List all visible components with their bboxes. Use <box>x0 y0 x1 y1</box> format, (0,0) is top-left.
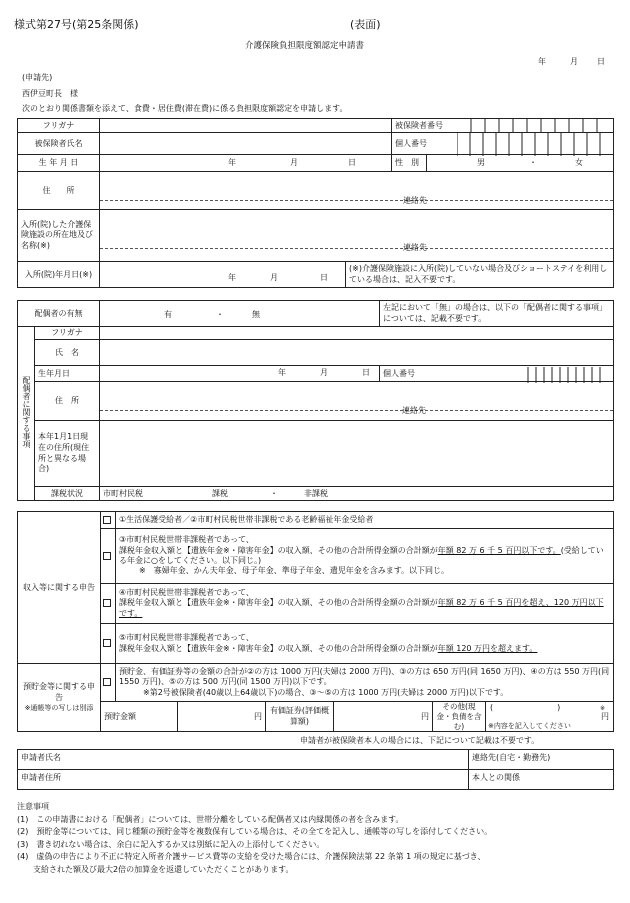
insured-number-label: 被保険者番号 <box>392 119 614 133</box>
date-day: 日 <box>597 57 605 66</box>
furigana-label: フリガナ <box>18 119 100 133</box>
form-side: (表面) <box>350 18 381 31</box>
spouse-tax-label: 課税状況 <box>35 487 100 501</box>
deposit-label: 預貯金額 <box>101 702 178 732</box>
other-paren: ( ) <box>490 703 561 712</box>
spouse-birth-month: 月 <box>320 368 328 377</box>
requester-relation-label: 本人との関係 <box>472 773 520 782</box>
spouse-has-label: 配偶者の有無 <box>18 301 100 327</box>
note-1: (1) この申請書における「配偶者」については、世帯分離をしている配偶者又は内縁関係の者を含みます。 <box>17 814 404 824</box>
birth-month: 月 <box>290 158 298 167</box>
requester-note: 申請者が被保険者本人の場合には、下記について記載は不要です。 <box>300 736 540 745</box>
spouse-taxed: 課税 <box>212 489 228 498</box>
spouse-birth-field[interactable] <box>100 366 380 382</box>
personal-number-label: 個人番号 <box>392 133 614 155</box>
date-month: 月 <box>570 57 578 66</box>
income-opt1-check[interactable] <box>101 512 116 529</box>
securities-field[interactable] <box>334 702 433 732</box>
savings-label: 預貯金等に関する申告 ※通帳等の写しは別添 <box>18 664 101 732</box>
date-year: 年 <box>538 57 546 66</box>
income-opt4: ④市町村民税世帯非課税者であって、 課税年金収入額と【遺族年金※・障害年金】の収入額、その他の合計所得金額の合計額が年額 82 万 6 千 5 百円を超え、120 万円以下です。 <box>116 584 614 624</box>
addressee-label: (申請先) <box>22 73 53 82</box>
spouse-number-boxes[interactable] <box>520 367 613 383</box>
admission-note: (※)介護保険施設に入所(院)していない場合及びショートステイを利用している場合は、記入不要です。 <box>346 262 614 288</box>
spouse-jan-field[interactable] <box>100 421 614 487</box>
birth-day: 日 <box>348 158 356 167</box>
facility-field[interactable] <box>100 210 614 262</box>
number-boxes[interactable] <box>457 119 613 156</box>
addressee-name: 西伊豆町長 様 <box>22 89 78 98</box>
spouse-tax-field[interactable] <box>100 487 614 501</box>
requester-contact-field[interactable] <box>469 750 614 770</box>
spouse-dot: ・ <box>216 310 224 319</box>
other-yen: 円 <box>601 712 609 721</box>
note-4b: 支給された額及び最大2倍の加算金を返還していただくことがあります。 <box>33 864 294 874</box>
requester-address-field[interactable] <box>18 770 469 790</box>
requester-relation-field[interactable] <box>469 770 614 790</box>
sex-dot: ・ <box>529 158 537 167</box>
spouse-untaxed: 非課税 <box>304 489 328 498</box>
spouse-furigana-label: フリガナ <box>35 327 100 340</box>
spouse-jan-label: 本年1月1日現在の住所(現住所と異なる場合) <box>35 421 100 487</box>
checkbox-icon <box>103 678 111 686</box>
spouse-no: 無 <box>252 310 260 319</box>
spouse-name-field[interactable] <box>100 340 614 366</box>
furigana-field[interactable] <box>100 119 392 133</box>
spouse-has-note: 左記において「無」の場合は、以下の「配偶者に関する事項」については、記載不要です。 <box>380 301 614 327</box>
notes <box>17 801 623 877</box>
savings-check[interactable] <box>101 664 116 702</box>
insured-name-label: 被保険者氏名 <box>18 133 100 155</box>
address-contact: 連絡先 <box>403 196 427 205</box>
spouse-has-field[interactable] <box>100 301 380 327</box>
admission-day: 日 <box>320 273 328 282</box>
checkbox-icon <box>103 639 111 647</box>
insured-name-field[interactable] <box>100 133 392 155</box>
spouse-yes: 有 <box>164 310 172 319</box>
income-opt4-check[interactable] <box>101 584 116 624</box>
other-note: ※内容を記入してください <box>488 722 571 730</box>
admission-month: 月 <box>270 273 278 282</box>
sex-female: 女 <box>575 158 583 167</box>
note-4a: (4) 虚偽の申告により不正に特定入所者介護サービス費等の支給を受けた場合には、介護保険法第 22 条第 1 項の規定に基づき、 <box>17 852 486 862</box>
birth-year: 年 <box>228 158 236 167</box>
admission-year: 年 <box>228 273 236 282</box>
requester-address-label: 申請者住所 <box>21 773 61 782</box>
requester-name-field[interactable] <box>18 750 469 770</box>
income-opt5-check[interactable] <box>101 624 116 664</box>
spouse-personal-no-label: 個人番号 <box>383 368 415 378</box>
spouse-address-label: 住 所 <box>35 382 100 421</box>
form-number: 様式第27号(第25条関係) <box>14 18 139 31</box>
deposit-yen: 円 <box>254 711 262 721</box>
intro-text: 次のとおり関係書類を添えて、食費・居住費(滞在費)に係る負担限度額認定を申請します。 <box>22 104 348 113</box>
securities-yen: 円 <box>421 711 429 721</box>
requester-name-label: 申請者氏名 <box>21 753 61 762</box>
number-box-grid <box>457 119 613 156</box>
requester-table <box>17 749 614 790</box>
spouse-number-grid <box>520 367 613 383</box>
spouse-tax-city: 市町村民税 <box>103 489 143 498</box>
note-3: (3) 書き切れない場合は、余白に記入するか又は別紙に記入の上添付してください。 <box>17 839 325 849</box>
sex-male: 男 <box>477 158 485 167</box>
securities-label: 有価証券(評価概算額) <box>266 702 334 732</box>
facility-contact: 連絡先 <box>403 243 427 252</box>
spouse-birth-year: 年 <box>278 368 286 377</box>
spouse-address-field[interactable] <box>100 382 614 421</box>
spouse-address-contact: 連絡先 <box>402 406 426 415</box>
facility-label: 入所(院)した介護保険施設の所在地及び名称(※) <box>18 210 100 262</box>
birth-label: 生 年 月 日 <box>18 155 100 172</box>
address-field[interactable] <box>100 172 614 210</box>
spouse-birth-label: 生年月日 <box>35 366 100 382</box>
page-title: 介護保険負担限度額認定申請書 <box>245 41 365 51</box>
spouse-birth-day: 日 <box>362 368 370 377</box>
sex-field[interactable] <box>427 155 614 172</box>
income-opt1: ①生活保護受給者／②市町村民税世帯非課税である老齢福祉年金受給者 <box>116 512 614 529</box>
income-opt3-check[interactable] <box>101 529 116 584</box>
spouse-table <box>17 300 614 501</box>
birth-field[interactable] <box>100 155 392 172</box>
other-field[interactable] <box>486 702 614 732</box>
income-opt5: ⑤市町村民税世帯非課税者であって、 課税年金収入額と【遺族年金※・障害年金】の収入額、その他の合計所得金額の合計額が年額 120 万円を超えます。 <box>116 624 614 664</box>
spouse-section-label: 配偶者に関する事項 <box>18 327 35 501</box>
other-label: その他(現金・負債を含む) <box>433 702 486 732</box>
savings-text: 預貯金、有価証券等の金額の合計が②の方は 1000 万円(夫婦は 2000 万円)、③の方は 650 万円(同 1650 万円)、④の方は 550 万円(同 1550 万円)、⑤の方は 500 万円(同 1500 万円)以下です。 ※第2号被保険者(40歳以上64歳以下)の場合、③～⑤の方は 1000 万円(夫婦は 2000 万円)以下です。 <box>116 664 614 702</box>
checkbox-icon <box>103 552 111 560</box>
admission-label: 入所(院)年月日(※) <box>18 262 100 288</box>
notes-title: 注意事項 <box>17 802 49 811</box>
spouse-tax-dot: ・ <box>270 489 278 498</box>
note-2: (2) 預貯金等については、同じ種類の預貯金等を複数保有している場合は、その全てを記入し、通帳等の写しを添付してください。 <box>17 827 493 837</box>
savings-sub: ※通帳等の写しは別添 <box>24 703 94 712</box>
address-label: 住 所 <box>18 172 100 210</box>
income-label: 収入等に関する申告 <box>18 512 101 664</box>
sex-label: 性 別 <box>392 155 427 172</box>
income-table <box>17 511 614 732</box>
spouse-name-label: 氏 名 <box>35 340 100 366</box>
checkbox-icon <box>103 599 111 607</box>
checkbox-icon <box>103 516 111 524</box>
deposit-field[interactable] <box>178 702 266 732</box>
spouse-furigana-field[interactable] <box>100 327 614 340</box>
other-note-mark: ※ <box>600 705 606 712</box>
admission-date-field[interactable] <box>100 262 346 288</box>
income-opt3: ③市町村民税世帯非課税者であって、 課税年金収入額と【遺族年金※・障害年金】の収入額、その他の合計所得金額の合計額が年額 82 万 6 千 5 百円以下です。(受給している年金に○をしてください。以下同じ。) ※ 寡婦年金、かん夫年金、母子年金、準母子年金、遺児年金を含みます。以下同じ。 <box>116 529 614 584</box>
requester-contact-label: 連絡先(自宅・勤務先) <box>472 753 551 762</box>
